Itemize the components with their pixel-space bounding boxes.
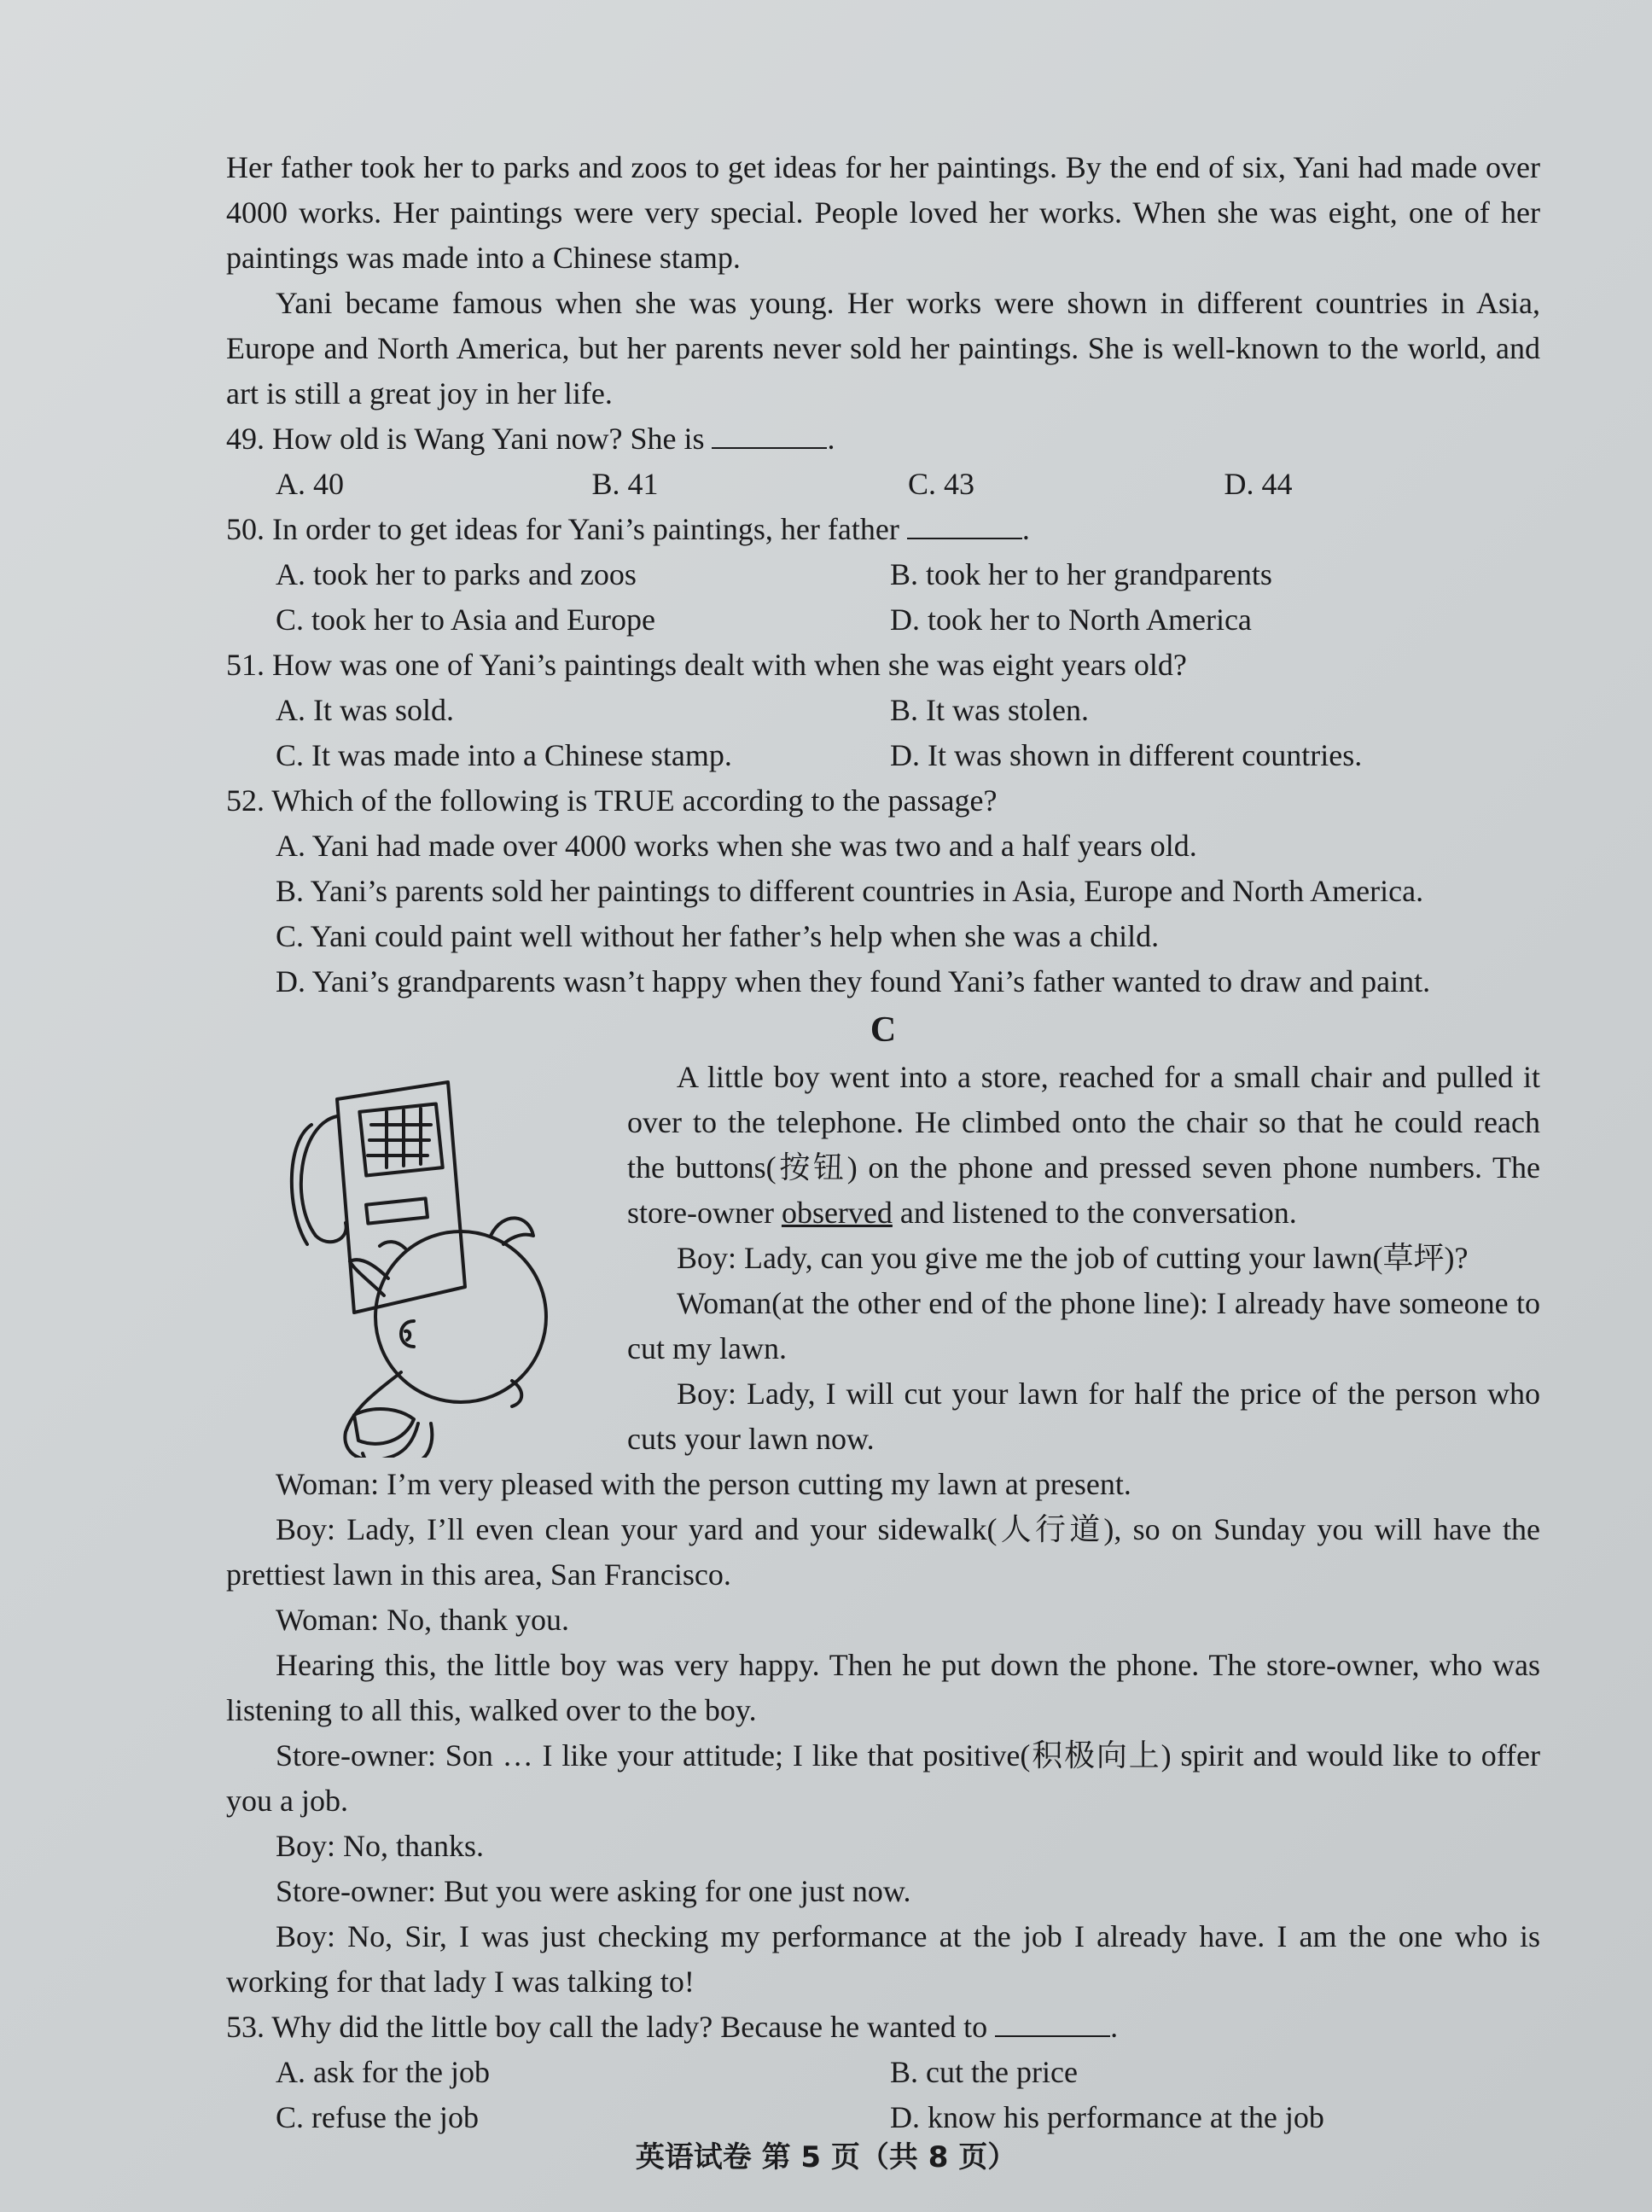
section-c-intro: A little boy went into a store, reached for a small chair and pulled it over to the telephone. He climbed onto the chair so that he could reach the buttons(按钮) on the phone and pressed seven phone numbers. The store-owner observed and listened to the conversation.: [627, 1060, 1540, 1230]
dialogue-line: Woman: I’m very pleased with the person cutting my lawn at present.: [276, 1467, 1131, 1501]
dialogue-line: Boy: No, thanks.: [276, 1829, 485, 1863]
option-c: C. 43: [908, 467, 975, 501]
dialogue-line: Woman: No, thank you.: [276, 1603, 570, 1637]
narration-line: Hearing this, the little boy was very happy. Then he put down the phone. The store-owner, who was listening to all this, walked over to the boy.: [226, 1648, 1540, 1727]
question-53: 53. Why did the little boy call the lady? Because he wanted to .: [226, 2010, 1119, 2044]
question-50-stem: 50. In order to get ideas for Yani’s paintings, her father: [226, 512, 899, 546]
dialogue-line: Boy: Lady, can you give me the job of cutting your lawn(草坪)?: [677, 1241, 1469, 1275]
option-a: A. Yani had made over 4000 works when she was two and a half years old.: [276, 829, 1197, 863]
option-b: B. 41: [591, 467, 659, 501]
option-d: D. know his performance at the job: [890, 2100, 1324, 2134]
dialogue-line: Store-owner: Son … I like your attitude; I like that positive(积极向上) spirit and would like to offer you a job.: [226, 1738, 1540, 1818]
page-content: [226, 145, 1540, 2140]
section-c-story: [226, 1055, 1540, 2005]
question-49: 49. How old is Wang Yani now? She is .: [226, 422, 835, 456]
dialogue-line: Store-owner: But you were asking for one just now.: [276, 1874, 911, 1908]
dialogue-line: Boy: Lady, I’ll even clean your yard and your sidewalk(人行道), so on Sunday you will have the prettiest lawn in this area, San Francisco.: [226, 1512, 1540, 1592]
section-c-title: C: [870, 1010, 897, 1050]
option-a: A. ask for the job: [276, 2055, 490, 2089]
answer-blank: [995, 2010, 1110, 2037]
option-c: C. took her to Asia and Europe: [276, 602, 655, 637]
option-a: A. 40: [276, 467, 344, 501]
option-d: D. It was shown in different countries.: [890, 738, 1363, 772]
option-b: B. cut the price: [890, 2055, 1078, 2089]
question-52: 52. Which of the following is TRUE according to the passage?: [226, 783, 998, 818]
option-a: A. It was sold.: [276, 693, 454, 727]
boy-on-phone-illustration: [277, 1065, 593, 1458]
option-c: C. It was made into a Chinese stamp.: [276, 738, 732, 772]
question-49-stem: 49. How old is Wang Yani now? She is: [226, 422, 705, 456]
option-b: B. Yani’s parents sold her paintings to different countries in Asia, Europe and North America.: [276, 874, 1424, 908]
page-footer: 英语试卷 第 5 页（共 8 页）: [635, 2140, 1017, 2174]
question-50: 50. In order to get ideas for Yani’s paintings, her father .: [226, 512, 1030, 546]
underlined-word: observed: [781, 1196, 893, 1230]
passage-b-paragraph-1: Her father took her to parks and zoos to get ideas for her paintings. By the end of six, Yani had made over 4000 works. Her paintings were very special. People loved her works. When she was eight, one of her paintings was made into a Chinese stamp.: [226, 150, 1540, 275]
dialogue-line: Woman(at the other end of the phone line): I already have someone to cut my lawn.: [627, 1286, 1540, 1365]
question-53-stem: 53. Why did the little boy call the lady? Because he wanted to: [226, 2010, 988, 2044]
option-c: C. refuse the job: [276, 2100, 479, 2134]
passage-b-paragraph-2: Yani became famous when she was young. Her works were shown in different countries in Asia, Europe and North America, but her parents never sold her paintings. She is well-known to the world, and art is still a great joy in her life.: [226, 286, 1540, 410]
question-50-options: [226, 552, 1540, 643]
question-51-options: [226, 688, 1540, 778]
answer-blank: [907, 512, 1022, 539]
dialogue-line: Boy: No, Sir, I was just checking my performance at the job I already have. I am the one who is working for that lady I was talking to!: [226, 1919, 1540, 1999]
option-a: A. took her to parks and zoos: [276, 557, 637, 591]
option-d: D. Yani’s grandparents wasn’t happy when they found Yani’s father wanted to draw and paint.: [276, 964, 1431, 998]
option-d: D. 44: [1224, 467, 1293, 501]
option-b: B. took her to her grandparents: [890, 557, 1272, 591]
question-49-options: [226, 462, 1540, 507]
dialogue-line: Boy: Lady, I will cut your lawn for half the price of the person who cuts your lawn now.: [627, 1377, 1540, 1456]
question-51: 51. How was one of Yani’s paintings dealt with when she was eight years old?: [226, 648, 1187, 682]
option-c: C. Yani could paint well without her father’s help when she was a child.: [276, 919, 1160, 953]
option-b: B. It was stolen.: [890, 693, 1089, 727]
option-d: D. took her to North America: [890, 602, 1252, 637]
question-53-options: [226, 2050, 1540, 2140]
answer-blank: [712, 422, 827, 449]
